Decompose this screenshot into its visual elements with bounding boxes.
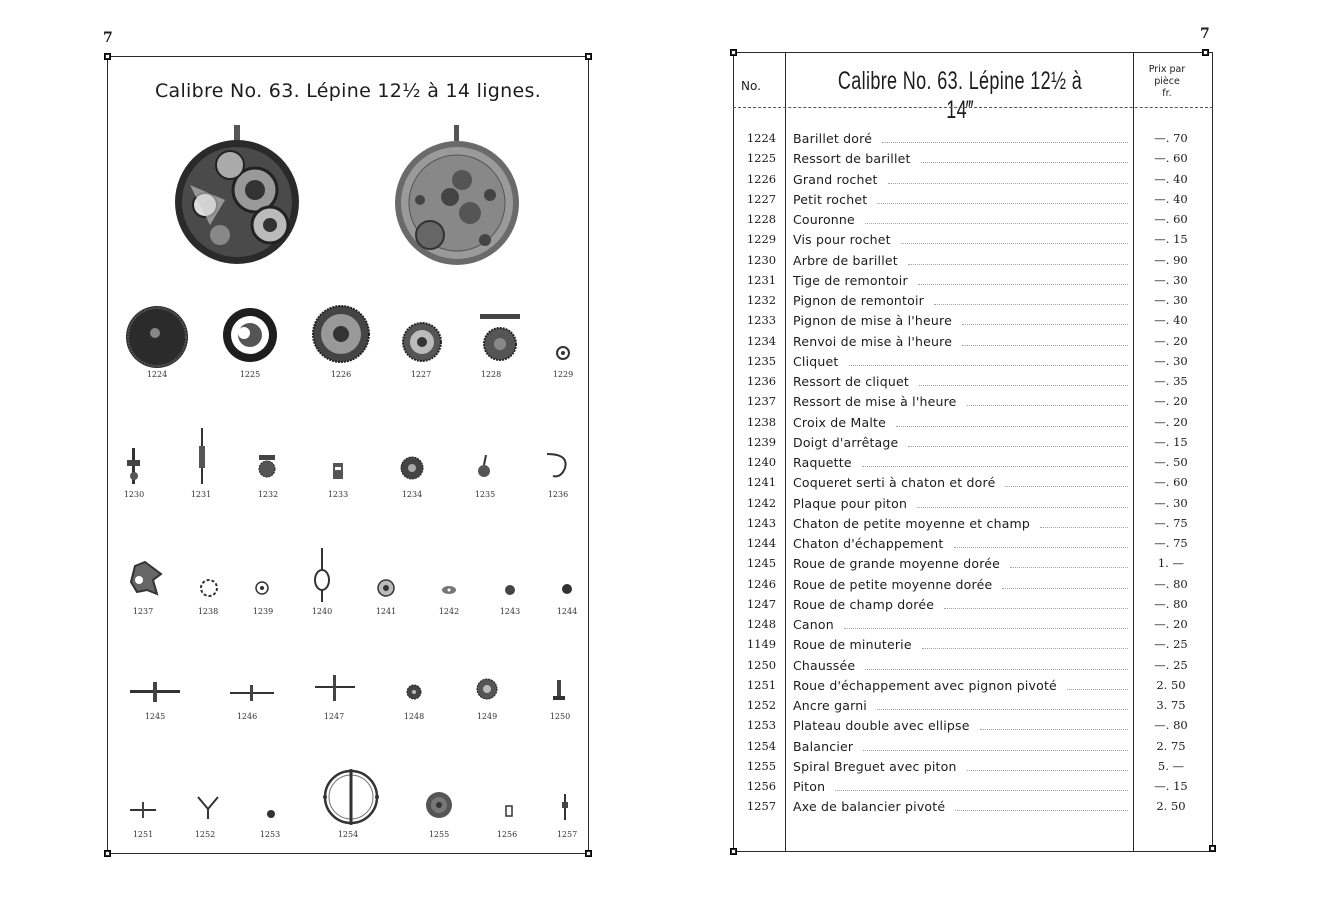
part-number: 1226 xyxy=(746,171,777,186)
part-description: Pignon de mise à l'heure xyxy=(793,313,952,329)
part-price: —. 20 xyxy=(1154,394,1188,409)
part-description: Roue d'échappement avec pignon pivoté xyxy=(793,677,1057,693)
part-price: —. 25 xyxy=(1154,657,1188,672)
part-price: —. 90 xyxy=(1154,252,1188,267)
part-price: —. 60 xyxy=(1154,151,1188,166)
dot-leader xyxy=(918,284,1128,286)
part-number: 1236 xyxy=(746,374,777,388)
part-number: 1252 xyxy=(746,698,777,712)
table-row xyxy=(733,394,1203,414)
table-row xyxy=(733,172,1203,192)
dot-leader xyxy=(882,142,1128,144)
dot-leader xyxy=(934,304,1128,306)
dot-leader xyxy=(901,243,1128,245)
part-number: 1248 xyxy=(746,617,777,631)
renvoi-de-mise-a-l-heure-image xyxy=(400,456,424,480)
part-number: 1242 xyxy=(746,495,777,510)
raquette-image xyxy=(312,548,332,602)
part-number-label: 1248 xyxy=(403,712,425,721)
table-row xyxy=(733,293,1203,313)
movement-dial-side-image xyxy=(170,125,305,270)
dot-leader xyxy=(955,810,1128,812)
part-description: Pignon de remontoir xyxy=(793,293,924,308)
part-price: —. 70 xyxy=(1154,131,1188,145)
table-row xyxy=(733,273,1203,293)
part-number-label: 1254 xyxy=(337,830,359,839)
dot-leader xyxy=(863,750,1128,752)
dot-leader xyxy=(908,264,1128,266)
part-number-label: 1234 xyxy=(401,490,423,499)
part-number: 1245 xyxy=(746,556,777,571)
dot-leader xyxy=(1067,689,1128,691)
part-number: 1237 xyxy=(746,394,777,409)
part-number: 1240 xyxy=(746,455,777,469)
part-price: —. 30 xyxy=(1154,495,1188,510)
part-number: 1246 xyxy=(746,576,777,591)
chaton-d-echappement-image xyxy=(561,583,573,595)
part-number: 1232 xyxy=(746,293,777,307)
part-number-label: 1236 xyxy=(547,490,569,499)
part-description: Tige de remontoir xyxy=(793,272,908,288)
roue-d-echappement-image xyxy=(130,800,156,820)
part-description: Barillet doré xyxy=(793,131,873,146)
part-price: 1. — xyxy=(1157,556,1185,571)
part-price: —. 20 xyxy=(1154,617,1188,631)
header-price xyxy=(1135,64,1199,100)
pignon-de-remontoir-image xyxy=(257,455,277,479)
part-number: 1243 xyxy=(746,515,777,530)
arbre-de-barillet-image xyxy=(124,448,144,484)
part-price: —. 60 xyxy=(1154,475,1188,490)
part-number: 1235 xyxy=(746,353,777,368)
part-description: Canon xyxy=(793,617,834,632)
part-price: —. 30 xyxy=(1154,272,1188,287)
dot-leader xyxy=(922,648,1128,650)
part-number-label: 1229 xyxy=(552,370,574,379)
part-price: 2. 75 xyxy=(1156,738,1186,753)
part-description: Couronne xyxy=(793,212,855,227)
part-number-label: 1245 xyxy=(144,712,166,721)
part-price: —. 75 xyxy=(1154,536,1188,550)
part-number: 1231 xyxy=(746,272,777,287)
part-number-label: 1232 xyxy=(257,490,279,499)
part-number-label: 1235 xyxy=(474,490,496,499)
part-price: 5. — xyxy=(1157,758,1185,773)
ressort-de-barillet-image xyxy=(222,307,278,363)
table-row xyxy=(733,435,1203,455)
dot-leader xyxy=(849,365,1128,367)
table-row xyxy=(733,334,1203,354)
part-number-label: 1239 xyxy=(252,607,274,616)
table-row xyxy=(733,475,1203,495)
part-description: Ancre garni xyxy=(793,698,867,713)
part-description: Plateau double avec ellipse xyxy=(793,718,970,734)
part-number: 1228 xyxy=(746,212,777,226)
part-price: —. 80 xyxy=(1154,718,1188,733)
canon-image xyxy=(406,684,422,700)
part-number-label: 1242 xyxy=(438,607,460,616)
part-price: —. 35 xyxy=(1154,374,1188,388)
plaque-pour-piton-image xyxy=(441,585,457,595)
dot-leader xyxy=(962,345,1128,347)
part-number-label: 1226 xyxy=(330,370,352,379)
part-number: 1255 xyxy=(746,758,777,773)
chaussee-image xyxy=(552,680,566,702)
part-description: Raquette xyxy=(793,455,852,470)
frame-corner xyxy=(730,49,737,56)
part-number: 1149 xyxy=(746,637,777,652)
dot-leader xyxy=(865,669,1128,671)
frame-corner xyxy=(585,53,592,60)
chaton-de-petite-moyenne-image xyxy=(504,584,516,596)
part-number: 1247 xyxy=(746,596,777,611)
part-number-label: 1249 xyxy=(476,712,498,721)
vis-pour-rochet-image xyxy=(555,345,571,361)
ancre-garni-image xyxy=(195,795,221,821)
part-price: —. 80 xyxy=(1154,576,1188,591)
table-row xyxy=(733,597,1203,617)
table-row xyxy=(733,739,1203,759)
table-row xyxy=(733,232,1203,252)
dot-leader xyxy=(954,547,1128,549)
part-price: 3. 75 xyxy=(1156,698,1186,712)
part-price: —. 50 xyxy=(1154,455,1188,469)
dot-leader xyxy=(967,770,1128,772)
part-description: Roue de grande moyenne dorée xyxy=(793,556,1001,572)
table-row xyxy=(733,313,1203,333)
part-price: —. 40 xyxy=(1154,313,1188,328)
table-row xyxy=(733,759,1203,779)
dot-leader xyxy=(1002,588,1128,590)
part-description: Vis pour rochet xyxy=(793,232,891,248)
part-number-label: 1224 xyxy=(146,370,168,379)
part-number-label: 1230 xyxy=(123,490,145,499)
part-number: 1251 xyxy=(746,677,777,692)
dot-leader xyxy=(917,507,1128,509)
part-price: —. 80 xyxy=(1154,596,1188,611)
dot-leader xyxy=(896,426,1128,428)
ressort-de-mise-a-l-heure-image xyxy=(125,560,165,596)
table-row xyxy=(733,151,1203,171)
dot-leader xyxy=(919,385,1128,387)
part-description: Renvoi de mise à l'heure xyxy=(793,333,953,349)
part-price: —. 15 xyxy=(1154,779,1188,793)
part-price: —. 40 xyxy=(1154,171,1188,186)
header-no: No. xyxy=(741,79,761,93)
dot-leader xyxy=(962,324,1128,326)
part-price: —. 30 xyxy=(1154,293,1188,307)
table-row xyxy=(733,556,1203,576)
part-number-label: 1251 xyxy=(132,830,154,839)
table-row xyxy=(733,779,1203,799)
part-description: Spiral Breguet avec piton xyxy=(793,758,957,774)
part-description: Chaton de petite moyenne et champ xyxy=(793,515,1031,531)
part-description: Axe de balancier pivoté xyxy=(793,799,946,815)
axe-de-balancier-image xyxy=(560,794,570,820)
part-description: Croix de Malte xyxy=(793,414,886,430)
part-price: —. 20 xyxy=(1154,333,1188,348)
table-row xyxy=(733,496,1203,516)
dot-leader xyxy=(967,405,1128,407)
dot-leader xyxy=(888,183,1128,185)
part-description: Ressort de barillet xyxy=(793,151,911,167)
part-number-label: 1253 xyxy=(259,830,281,839)
roue-de-champ-image xyxy=(315,675,355,703)
table-row xyxy=(733,374,1203,394)
part-number: 1229 xyxy=(746,232,777,247)
part-number: 1234 xyxy=(746,333,777,348)
frame-corner xyxy=(585,850,592,857)
part-number: 1225 xyxy=(746,151,777,166)
part-description: Cliquet xyxy=(793,353,839,369)
part-number: 1227 xyxy=(746,191,777,206)
part-price: 2. 50 xyxy=(1156,799,1186,814)
part-number-label: 1233 xyxy=(327,490,349,499)
part-number-label: 1231 xyxy=(190,490,212,499)
part-number-label: 1243 xyxy=(499,607,521,616)
part-price: 2. 50 xyxy=(1156,677,1186,692)
part-price: —. 40 xyxy=(1154,191,1188,206)
table-row xyxy=(733,718,1203,738)
part-number-label: 1240 xyxy=(311,607,333,616)
part-price: —. 15 xyxy=(1154,434,1188,449)
frame-corner xyxy=(1202,49,1209,56)
part-price: —. 30 xyxy=(1154,353,1188,368)
table-row xyxy=(733,799,1203,819)
part-number: 1250 xyxy=(746,657,777,672)
coqueret-image xyxy=(377,579,395,597)
dot-leader xyxy=(980,729,1128,731)
part-number-label: 1257 xyxy=(556,830,578,839)
dot-leader xyxy=(877,709,1128,711)
table-row xyxy=(733,516,1203,536)
part-description: Chaussée xyxy=(793,657,856,673)
table-row xyxy=(733,698,1203,718)
table-row xyxy=(733,354,1203,374)
part-description: Chaton d'échappement xyxy=(793,536,944,551)
tige-de-remontoir-image xyxy=(195,428,209,484)
part-number: 1256 xyxy=(746,779,777,793)
table-row xyxy=(733,577,1203,597)
part-description: Roue de champ dorée xyxy=(793,596,935,612)
part-price: —. 60 xyxy=(1154,212,1188,226)
roue-de-petite-moyenne-image xyxy=(230,683,274,703)
dot-leader xyxy=(862,466,1128,468)
part-number: 1257 xyxy=(746,799,777,814)
part-price: —. 20 xyxy=(1154,414,1188,429)
dot-leader xyxy=(1040,527,1128,529)
part-number-label: 1227 xyxy=(410,370,432,379)
petit-rochet-image xyxy=(402,322,442,362)
table-row xyxy=(733,658,1203,678)
part-number: 1239 xyxy=(746,434,777,449)
part-number: 1244 xyxy=(746,536,777,550)
dot-leader xyxy=(1010,567,1128,569)
table-row xyxy=(733,455,1203,475)
left-page-title: Calibre No. 63. Lépine 12½ à 14 lignes. xyxy=(154,80,542,102)
dot-leader xyxy=(908,446,1128,448)
part-number-label: 1256 xyxy=(496,830,518,839)
part-number: 1254 xyxy=(746,738,777,753)
part-description: Balancier xyxy=(793,738,854,754)
part-description: Roue de petite moyenne dorée xyxy=(793,576,993,592)
part-number-label: 1246 xyxy=(236,712,258,721)
table-row xyxy=(733,617,1203,637)
frame-corner xyxy=(104,850,111,857)
roue-de-grande-moyenne-image xyxy=(130,680,180,704)
header-title: Calibre No. 63. Lépine 12½ à 14‴ xyxy=(837,67,1083,124)
part-number-label: 1237 xyxy=(132,607,154,616)
dot-leader xyxy=(877,203,1128,205)
part-description: Petit rochet xyxy=(793,191,868,207)
roue-de-minuterie-image xyxy=(476,678,498,700)
ressort-de-cliquet-image xyxy=(545,450,571,480)
part-description: Coqueret serti à chaton et doré xyxy=(793,475,996,491)
part-number: 1233 xyxy=(746,313,777,328)
part-description: Piton xyxy=(793,779,826,794)
part-number-label: 1255 xyxy=(428,830,450,839)
dot-leader xyxy=(865,223,1128,225)
croix-de-malte-image xyxy=(199,578,219,598)
part-number-label: 1250 xyxy=(549,712,571,721)
part-description: Roue de minuterie xyxy=(793,637,912,653)
header-divider xyxy=(733,107,1213,108)
part-number-label: 1247 xyxy=(323,712,345,721)
pignon-de-mise-a-l-heure-image xyxy=(332,462,344,480)
part-price: —. 15 xyxy=(1154,232,1188,247)
part-price: —. 75 xyxy=(1154,515,1188,530)
part-description: Doigt d'arrêtage xyxy=(793,434,899,450)
dot-leader xyxy=(944,608,1128,610)
frame-corner xyxy=(104,53,111,60)
part-number-label: 1228 xyxy=(480,370,502,379)
part-number: 1230 xyxy=(746,252,777,267)
table-row xyxy=(733,678,1203,698)
dot-leader xyxy=(844,628,1128,630)
dot-leader xyxy=(1005,486,1128,488)
balancier-image xyxy=(322,768,380,826)
spiral-breguet-image xyxy=(424,790,454,820)
frame-corner xyxy=(730,848,737,855)
dot-leader xyxy=(835,790,1128,792)
plateau-double-image xyxy=(265,808,277,820)
part-description: Ressort de mise à l'heure xyxy=(793,394,957,410)
part-number-label: 1241 xyxy=(375,607,397,616)
header-price-line2: fr. xyxy=(1162,88,1172,99)
part-description: Arbre de barillet xyxy=(793,252,898,268)
doigt-d-arretage-image xyxy=(254,580,270,596)
dot-leader xyxy=(921,162,1128,164)
part-number-label: 1238 xyxy=(197,607,219,616)
part-number-label: 1252 xyxy=(194,830,216,839)
couronne-image xyxy=(478,312,522,362)
table-row xyxy=(733,192,1203,212)
part-description: Grand rochet xyxy=(793,171,878,187)
part-price: —. 25 xyxy=(1154,637,1188,652)
right-page-number: 7 xyxy=(1200,26,1210,42)
frame-corner xyxy=(1209,845,1216,852)
table-row xyxy=(733,637,1203,657)
movement-bridge-side-image xyxy=(390,125,525,270)
cliquet-image xyxy=(476,455,492,479)
part-description: Ressort de cliquet xyxy=(793,374,909,389)
part-number: 1238 xyxy=(746,414,777,429)
piton-image xyxy=(504,804,514,818)
table-row xyxy=(733,212,1203,232)
left-page-number: 7 xyxy=(103,30,113,46)
part-number: 1241 xyxy=(746,475,777,490)
part-number: 1253 xyxy=(746,718,777,733)
barillet-image xyxy=(125,305,189,369)
table-row xyxy=(733,536,1203,556)
part-description: Plaque pour piton xyxy=(793,495,908,511)
header-price-line1: Prix par pièce xyxy=(1148,64,1186,87)
table-row xyxy=(733,253,1203,273)
part-number: 1224 xyxy=(746,131,777,145)
table-row xyxy=(733,415,1203,435)
grand-rochet-image xyxy=(312,305,370,363)
part-number-label: 1225 xyxy=(239,370,261,379)
table-row xyxy=(733,131,1203,151)
part-number-label: 1244 xyxy=(556,607,578,616)
